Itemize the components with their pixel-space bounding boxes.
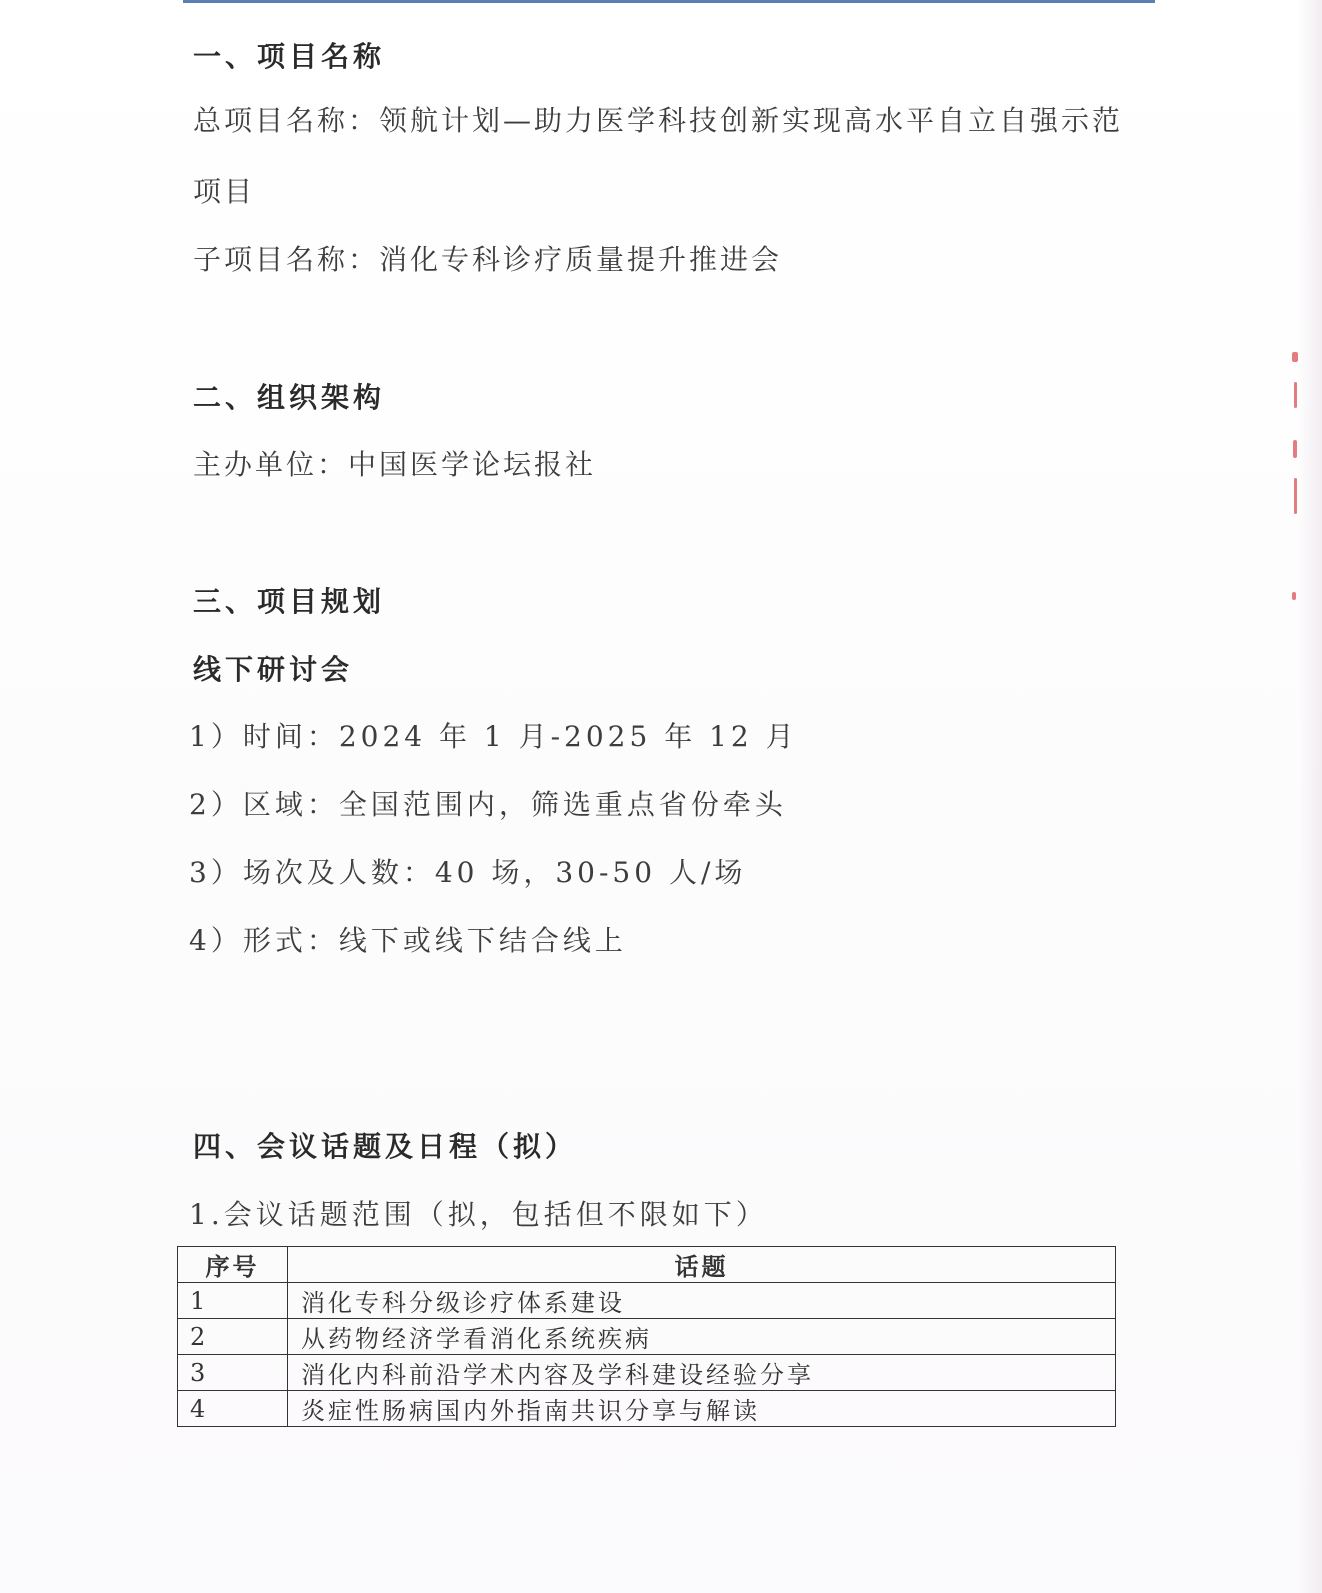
row-index-cell: 1 xyxy=(178,1283,288,1319)
row-topic-cell: 炎症性肠病国内外指南共识分享与解读 xyxy=(288,1391,1116,1427)
row-index-cell: 2 xyxy=(178,1319,288,1355)
table-row xyxy=(178,1391,1116,1427)
plan-item-format: 4）形式：线下或线下结合线上 xyxy=(189,924,627,957)
seal-fragment xyxy=(1293,440,1297,458)
sub-project-name: 子项目名称：消化专科诊疗质量提升推进会 xyxy=(193,243,783,276)
section-4-heading: 四、会议话题及日程（拟） xyxy=(193,1130,578,1163)
section-3-heading: 三、项目规划 xyxy=(193,585,386,618)
row-index-cell: 3 xyxy=(178,1355,288,1391)
main-project-name-line1: 总项目名称：领航计划—助力医学科技创新实现高水平自立自强示范 xyxy=(193,104,1124,137)
organizer-line: 主办单位：中国医学论坛报社 xyxy=(193,448,597,481)
seal-fragment xyxy=(1294,478,1297,514)
row-topic-cell: 消化内科前沿学术内容及学科建设经验分享 xyxy=(288,1355,1116,1391)
main-project-name-line2: 项目 xyxy=(193,175,256,208)
plan-item-sessions: 3）场次及人数：40 场，30-50 人/场 xyxy=(189,856,747,889)
row-topic-cell: 消化专科分级诊疗体系建设 xyxy=(288,1283,1116,1319)
table-row xyxy=(178,1319,1116,1355)
offline-seminar-subheading: 线下研讨会 xyxy=(193,653,354,686)
page-edge-shadow xyxy=(1298,0,1322,1593)
header-rule xyxy=(183,0,1155,3)
table-row xyxy=(178,1283,1116,1319)
seal-fragment xyxy=(1292,352,1298,362)
seal-fragment xyxy=(1292,592,1296,600)
topics-scope-subheading: 1.会议话题范围（拟，包括但不限如下） xyxy=(189,1198,768,1231)
row-index-cell: 4 xyxy=(178,1391,288,1427)
topics-table xyxy=(177,1246,1116,1427)
column-header-index: 序号 xyxy=(178,1247,288,1283)
row-topic-cell: 从药物经济学看消化系统疾病 xyxy=(288,1319,1116,1355)
section-1-heading: 一、项目名称 xyxy=(193,40,386,73)
section-2-heading: 二、组织架构 xyxy=(193,381,386,414)
plan-item-region: 2）区域：全国范围内，筛选重点省份牵头 xyxy=(189,788,787,821)
table-header-row xyxy=(178,1247,1116,1283)
column-header-topic: 话题 xyxy=(288,1247,1116,1283)
table-row xyxy=(178,1355,1116,1391)
plan-item-time: 1）时间：2024 年 1 月-2025 年 12 月 xyxy=(189,720,798,753)
seal-fragment xyxy=(1294,382,1297,408)
